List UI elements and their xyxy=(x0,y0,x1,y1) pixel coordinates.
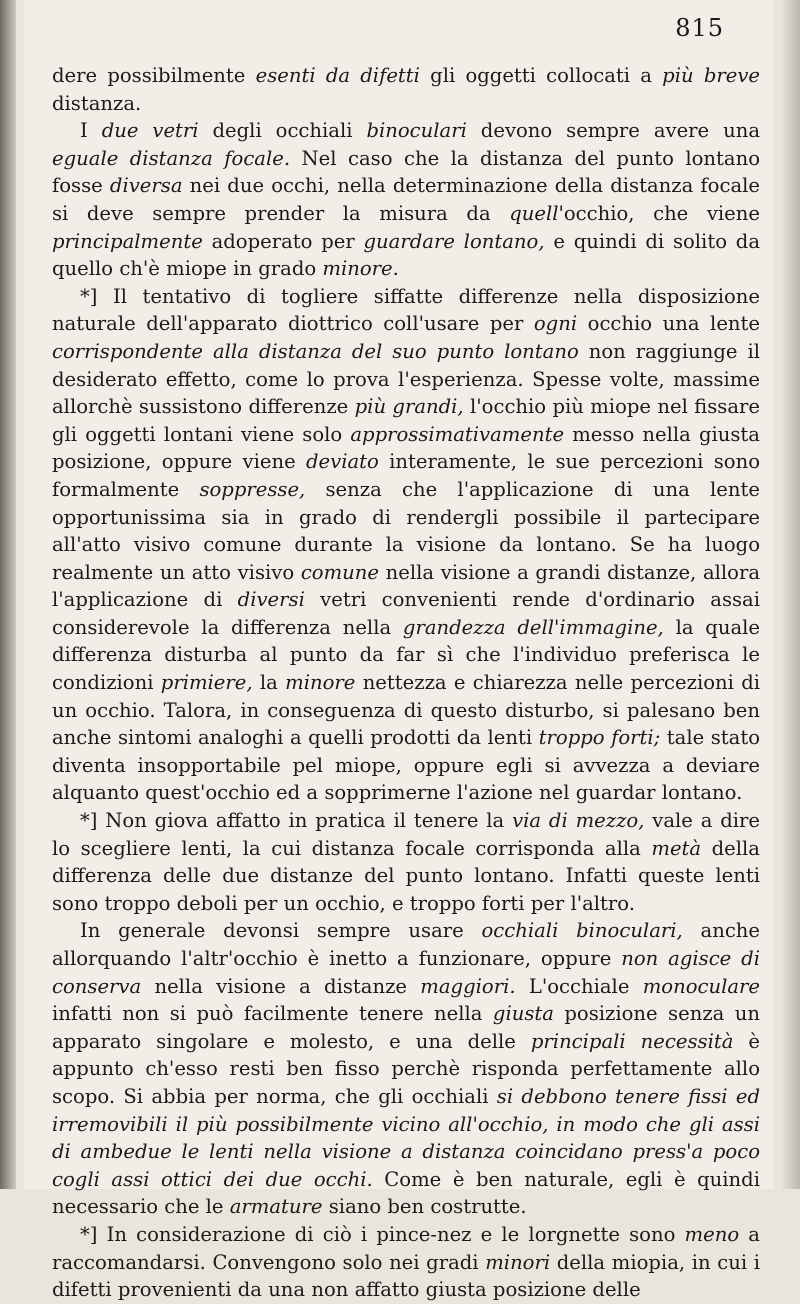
text-run: gli oggetti collocati a xyxy=(419,64,663,87)
text-run: *] Il tentativo di togliere siffatte differenze nella disposizione naturale dell'apparato diottrico coll'usare per xyxy=(52,284,760,336)
italic-text: diversi xyxy=(237,588,305,612)
italic-text: monoculare xyxy=(642,974,760,998)
text-run: vale a dire lo scegliere lenti, la cui distanza focale corrisponda alla xyxy=(52,809,760,860)
text-run: tale stato diventa insopportabile pel miope, oppure egli si avvezza a deviare alquanto quest'occhio ed a sopprimerne l'azione nel guardar lontano. xyxy=(52,726,761,805)
italic-text: soppresse, xyxy=(199,477,306,501)
italic-text: esenti da difetti xyxy=(255,64,420,87)
text-run: I xyxy=(80,119,102,143)
text-run: In generale devonsi sempre usare xyxy=(80,919,482,943)
italic-text: guardare lontano, xyxy=(363,229,545,253)
text-run: occhio una lente xyxy=(577,312,761,336)
italic-text: meno xyxy=(684,1222,740,1246)
italic-text: eguale distanza focale. xyxy=(52,146,291,170)
paragraph xyxy=(52,807,760,917)
italic-text: binoculari xyxy=(366,119,467,143)
italic-text: armature xyxy=(229,1195,323,1219)
text-run: occhio, che viene xyxy=(563,201,760,225)
text-run: vetri convenienti rende d'ordinario assai considerevole la differenza nella xyxy=(52,588,761,639)
text-run: della differenza delle due distanze del punto lontano. Infatti queste lenti sono troppo deboli per un occhio, e troppo forti per l'altro. xyxy=(52,836,760,915)
text-run: nella visione a grandi distanze, allora l'applicazione di xyxy=(52,560,761,612)
text-run: nettezza e chiarezza nelle percezioni di un occhio. Talora, in conseguenza di questo disturbo, si palesano ben anche sintomi analoghi a quelli prodotti da lenti xyxy=(52,671,761,750)
italic-text: troppo forti; xyxy=(538,726,661,750)
italic-text: metà xyxy=(651,836,702,860)
paragraph xyxy=(52,1221,760,1304)
text-run: infatti non si può facilmente tenere nella xyxy=(52,1002,493,1026)
text-run: adoperato per xyxy=(202,229,364,253)
text-run: non raggiunge il desiderato effetto, come lo prova l'esperienza. Spesse volte, massime allorchè sussistono differenze xyxy=(52,339,760,419)
text-run: messo nella giusta posizione, oppure viene xyxy=(52,422,760,474)
text-run: la xyxy=(252,671,286,695)
book-page xyxy=(24,0,774,1302)
text-run: posizione senza un apparato singolare e molesto, e una delle xyxy=(52,1002,760,1053)
italic-text: approssimativamente xyxy=(350,422,565,446)
paragraph xyxy=(52,917,760,1221)
italic-text: due vetri xyxy=(101,119,199,143)
text-run: Nel caso che la distanza del punto lontano fosse xyxy=(52,146,760,198)
text-run: anche allorquando l'altr'occhio è inetto a funzionare, oppure xyxy=(52,919,761,970)
italic-text: corrispondente alla distanza del suo punto lontano xyxy=(52,339,579,363)
page-number: 815 xyxy=(675,14,724,42)
italic-text: più grandi, xyxy=(354,395,464,419)
italic-text: minore. xyxy=(322,257,399,281)
italic-text: principali necessità xyxy=(530,1029,734,1053)
text-run: l'occhio più miope nel fissare gli oggetti lontani viene solo xyxy=(52,395,761,446)
italic-text: deviato xyxy=(306,450,379,474)
text-run: e quindi di solito da quello ch'è miope in grado xyxy=(52,229,760,281)
italic-text: ogni xyxy=(533,312,578,336)
italic-text: minori xyxy=(485,1250,551,1274)
text-run: L'occhiale xyxy=(515,974,643,998)
paragraph xyxy=(52,117,760,283)
italic-text: si debbono tenere fissi ed irremovibili il più possibilmente vicino all'occhio, in modo che gli assi di ambedue le lenti nella visione a distanza coincidano press'a poco cogli assi ottici dei due occhi. xyxy=(52,1084,760,1191)
text-run: interamente, le sue percezioni sono formalmente xyxy=(52,450,760,501)
italic-text: più breve xyxy=(662,64,760,87)
text-run: devono sempre avere una xyxy=(466,119,761,143)
paragraph xyxy=(52,62,760,117)
text-run: è appunto ch'esso resti ben fisso perchè risponda perfettamente allo scopo. Si abbia per norma, che gli occhiali xyxy=(52,1029,760,1108)
italic-text: principalmente xyxy=(52,229,203,253)
text-run: *] Non giova affatto in pratica il tenere la xyxy=(80,809,513,833)
text-run: degli occhiali xyxy=(198,119,367,143)
italic-text: occhiali binoculari, xyxy=(481,919,683,943)
italic-text: maggiori. xyxy=(420,974,516,998)
italic-text: primiere, xyxy=(160,671,253,695)
text-run: *] In considerazione di ciò i pince-nez e le lorgnette sono xyxy=(80,1222,685,1246)
text-run: nei due occhi, nella determinazione della distanza focale si deve sempre prender la misura da xyxy=(52,174,760,225)
italic-text: non agisce di conserva xyxy=(52,947,760,998)
book-binding-edge xyxy=(0,0,16,1189)
italic-text: quell' xyxy=(509,201,564,225)
text-run: della miopia, in cui i difetti provenienti da una non affatto giusta posizione delle xyxy=(52,1250,761,1302)
text-run: Come è ben naturale, egli è quindi necessario che le xyxy=(52,1167,760,1219)
italic-text: diversa xyxy=(109,174,183,198)
italic-text: giusta xyxy=(492,1002,554,1026)
italic-text: comune xyxy=(300,560,379,584)
facing-page-edge xyxy=(780,0,800,1189)
text-run: a raccomandarsi. Convengono solo nei gradi xyxy=(52,1222,760,1274)
paragraph xyxy=(52,283,760,807)
text-run: nella visione a distanze xyxy=(141,974,421,998)
text-run: siano ben costrutte. xyxy=(322,1195,527,1219)
italic-text: via di mezzo, xyxy=(512,809,645,833)
italic-text: grandezza dell'immagine, xyxy=(402,615,664,639)
body-text xyxy=(52,62,760,1304)
text-run: dere possibilmente xyxy=(52,64,256,87)
italic-text: minore xyxy=(285,671,356,695)
text-run: senza che l'applicazione di una lente opportunissima sia in grado di rendergli possibile il partecipare all'atto visivo comune durante la visione da lontano. Se ha luogo realmente un atto visivo xyxy=(52,477,760,584)
text-run: la quale differenza disturba al punto da far sì che l'individuo preferisca le condizioni xyxy=(52,615,760,695)
text-run: distanza. xyxy=(52,91,142,115)
